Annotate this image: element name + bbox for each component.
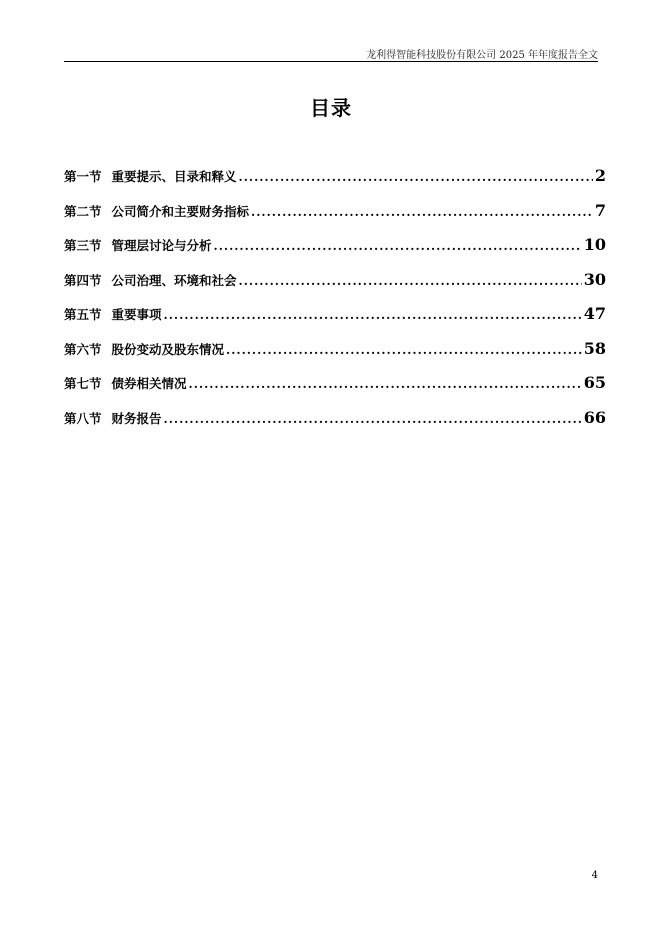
page-number: 4 — [591, 870, 598, 881]
toc-section-title: 重要提示、目录和释义 — [111, 169, 237, 184]
toc-dot-leader — [239, 170, 593, 184]
toc-section-number: 第六节 — [64, 341, 102, 357]
toc-dot-leader — [226, 343, 582, 357]
toc-entry-8[interactable] — [64, 408, 606, 443]
toc-entry-4[interactable] — [64, 270, 606, 305]
toc-dot-leader — [239, 274, 582, 288]
toc-section-title: 重要事项 — [111, 307, 162, 322]
toc-dot-leader — [251, 205, 593, 219]
toc-section-number: 第一节 — [64, 169, 102, 184]
page-header: 龙利得智能科技股份有限公司 2025 年年度报告全文 — [366, 50, 598, 61]
toc-dot-leader — [164, 412, 582, 426]
toc-dot-leader — [164, 308, 582, 322]
toc-dot-leader — [214, 239, 582, 253]
toc-dot-leader — [189, 377, 582, 391]
toc-page-number: 2 — [594, 166, 606, 185]
table-of-contents — [64, 166, 606, 442]
toc-entry-1[interactable] — [64, 166, 606, 201]
toc-section-title: 管理层讨论与分析 — [111, 238, 212, 253]
toc-page-number: 7 — [594, 200, 606, 220]
toc-section-title: 股份变动及股东情况 — [111, 341, 225, 357]
toc-entry-7[interactable] — [64, 373, 606, 408]
toc-page-number: 47 — [583, 304, 606, 323]
toc-section-title: 债券相关情况 — [111, 376, 187, 391]
toc-entry-5[interactable] — [64, 304, 606, 339]
page-title: 目录 — [310, 96, 352, 120]
toc-entry-3[interactable] — [64, 235, 606, 270]
toc-page-number: 58 — [583, 338, 606, 358]
toc-section-number: 第七节 — [64, 376, 102, 391]
toc-entry-6[interactable] — [64, 339, 606, 374]
toc-page-number: 30 — [583, 269, 606, 289]
toc-section-title: 公司简介和主要财务指标 — [111, 203, 250, 219]
toc-section-title: 财务报告 — [111, 410, 162, 426]
toc-section-number: 第三节 — [64, 238, 102, 253]
toc-section-title: 公司治理、环境和社会 — [111, 272, 237, 288]
header-divider — [64, 61, 598, 62]
toc-page-number: 66 — [583, 407, 606, 427]
toc-section-number: 第四节 — [64, 272, 102, 288]
toc-page-number: 65 — [583, 373, 606, 392]
toc-page-number: 10 — [583, 235, 606, 254]
toc-section-number: 第五节 — [64, 307, 102, 322]
toc-entry-2[interactable] — [64, 201, 606, 236]
toc-section-number: 第二节 — [64, 203, 102, 219]
toc-section-number: 第八节 — [64, 410, 102, 426]
